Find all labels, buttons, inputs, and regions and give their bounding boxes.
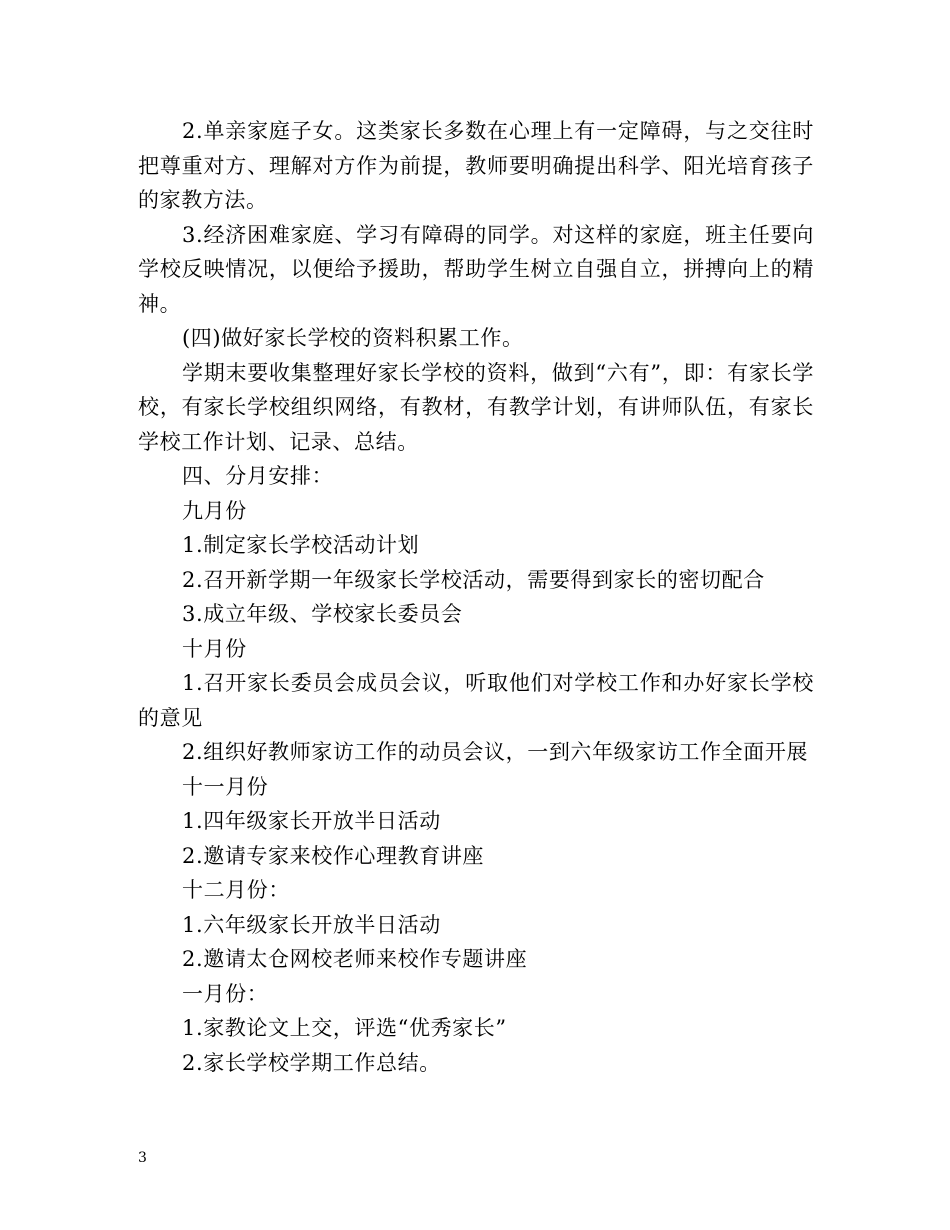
month-heading-december: 十二月份： [182,878,290,902]
list-item: 2.组织好教师家访工作的动员会议，一到六年级家访工作全面开展 [182,740,809,764]
month-heading-november: 十一月份 [182,774,269,799]
list-item: 3.成立年级、学校家长委员会 [182,602,463,626]
paragraph-economic-difficulty-families: 3.经济困难家庭、学习有障碍的同学。对这样的家庭，班主任要向学校反映情况，以便给予援助，帮助学生树立自强自立，拼搏向上的精神。 [138,222,814,316]
list-item: 2.家长学校学期工作总结。 [182,1050,441,1075]
list-item: 2.召开新学期一年级家长学校活动，需要得到家长的密切配合 [182,567,765,592]
section-heading-monthly-schedule: 四、分月安排： [182,464,334,488]
list-item: 1.六年级家长开放半日活动 [182,912,441,937]
month-heading-october: 十月份 [182,636,247,661]
list-item: 2.邀请专家来校作心理教育讲座 [182,843,485,868]
list-item: 1.家教论文上交，评选“优秀家长” [182,1016,507,1040]
section-heading-materials: (四)做好家长学校的资料积累工作。 [182,326,524,350]
list-item: 1.召开家长委员会成员会议，听取他们对学校工作和办好家长学校的意见 [138,671,814,730]
paragraph-single-parent-families: 2.单亲家庭子女。这类家长多数在心理上有一定障碍，与之交往时把尊重对方、理解对方作为前提，教师要明确提出科学、阳光培育孩子的家教方法。 [138,119,814,212]
page-number: 3 [138,1150,147,1166]
month-heading-january: 一月份： [182,981,269,1006]
list-item: 2.邀请太仓网校老师来校作专题讲座 [182,947,528,971]
month-heading-september: 九月份 [182,498,247,523]
list-item: 1.四年级家长开放半日活动 [182,809,441,833]
paragraph-six-haves: 学期末要收集整理好家长学校的资料，做到“六有”，即：有家长学校，有家长学校组织网络，有教材，有教学计划，有讲师队伍，有家长学校工作计划、记录、总结。 [138,360,814,454]
list-item: 1.制定家长学校活动计划 [182,533,420,557]
document-body [138,114,814,1080]
